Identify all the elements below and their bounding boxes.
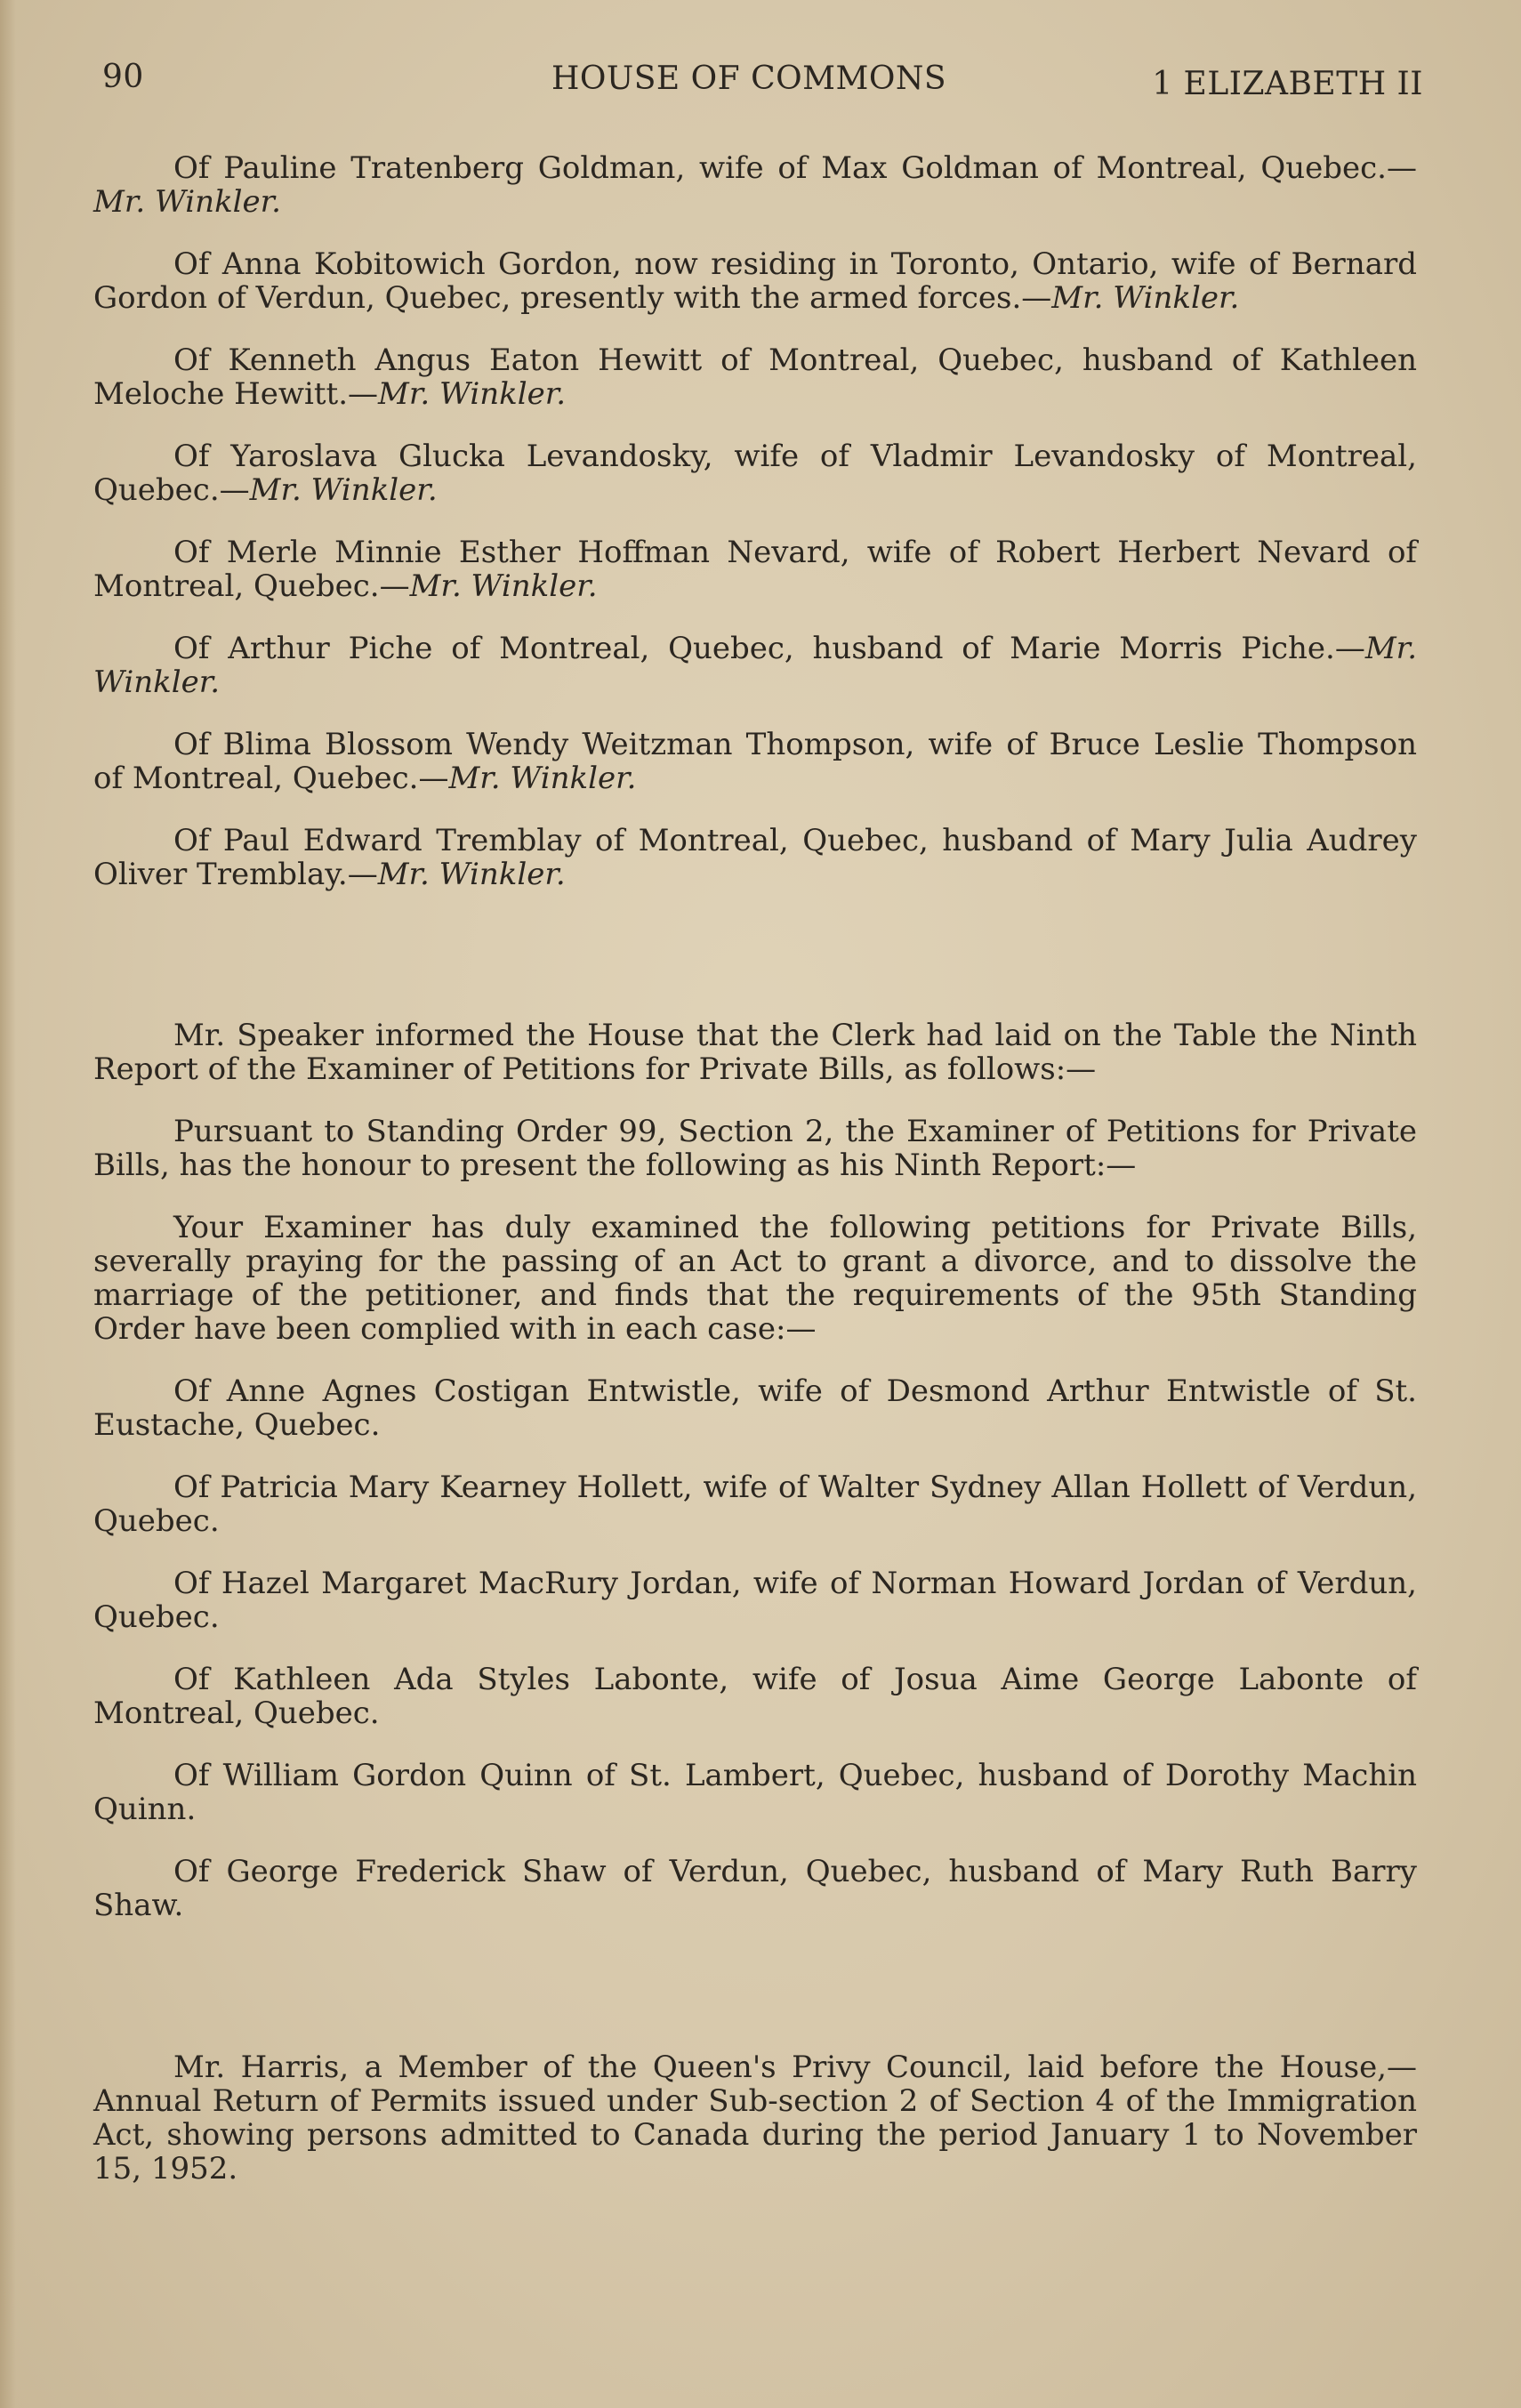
sponsor-name: Mr. Winkler. bbox=[409, 568, 598, 604]
report-petition-paragraph: Of George Frederick Shaw of Verdun, Quebec, husband of Mary Ruth Barry Shaw. bbox=[93, 1854, 1417, 1923]
sponsor-name: Mr. Winkler. bbox=[93, 631, 1417, 700]
privy-council-return bbox=[93, 2050, 1417, 2186]
sponsor-name: Mr. Winkler. bbox=[378, 376, 567, 412]
running-title: HOUSE OF COMMONS bbox=[551, 60, 947, 97]
report-examination-paragraph: Your Examiner has duly examined the following petitions for Private Bills, severally praying for the passing of an Act to grant a divorce, and to dissolve the marriage of the petitioner, and finds that the requirements of the 95th Standing Order have been complied with in each case:— bbox=[93, 1210, 1417, 1347]
petition-paragraph: Of Merle Minnie Esther Hoffman Nevard, wife of Robert Herbert Nevard of Montreal, Quebec.—Mr. Winkler. bbox=[93, 535, 1417, 604]
report-petition-paragraph: Of Hazel Margaret MacRury Jordan, wife of Norman Howard Jordan of Verdun, Quebec. bbox=[93, 1566, 1417, 1635]
report-petition-paragraph: Of Kathleen Ada Styles Labonte, wife of Josua Aime George Labonte of Montreal, Quebec. bbox=[93, 1662, 1417, 1731]
report-standing-order-paragraph: Pursuant to Standing Order 99, Section 2, the Examiner of Petitions for Private Bills, has the honour to present the following as his Ninth Report:— bbox=[93, 1114, 1417, 1183]
petition-paragraph: Of Pauline Tratenberg Goldman, wife of Max Goldman of Montreal, Quebec.—Mr. Winkler. bbox=[93, 150, 1417, 220]
petition-paragraph: Of Anna Kobitowich Gordon, now residing in Toronto, Ontario, wife of Bernard Gordon of Verdun, Quebec, presently with the armed forces.—Mr. Winkler. bbox=[93, 246, 1417, 316]
petition-paragraph: Of Blima Blossom Wendy Weitzman Thompson, wife of Bruce Leslie Thompson of Montreal, Quebec.—Mr. Winkler. bbox=[93, 727, 1417, 796]
page-header bbox=[102, 59, 1423, 112]
petition-paragraph: Of Kenneth Angus Eaton Hewitt of Montreal, Quebec, husband of Kathleen Meloche Hewitt.—Mr. Winkler. bbox=[93, 342, 1417, 412]
petitions-list-first bbox=[93, 151, 1417, 891]
report-petition-paragraph: Of Patricia Mary Kearney Hollett, wife of Walter Sydney Allan Hollett of Verdun, Quebec. bbox=[93, 1470, 1417, 1539]
examiner-report bbox=[93, 1019, 1417, 1922]
page-number: 90 bbox=[102, 59, 144, 95]
sponsor-name: Mr. Winkler. bbox=[1051, 280, 1240, 316]
petition-paragraph: Of Yaroslava Glucka Levandosky, wife of Vladmir Levandosky of Montreal, Quebec.—Mr. Winkler. bbox=[93, 439, 1417, 508]
sponsor-name: Mr. Winkler. bbox=[448, 761, 637, 796]
petition-paragraph: Of Arthur Piche of Montreal, Quebec, husband of Marie Morris Piche.—Mr. Winkler. bbox=[93, 631, 1417, 700]
privy-council-paragraph: Mr. Harris, a Member of the Queen's Privy Council, laid before the House,—Annual Return of Permits issued under Sub-section 2 of Section 4 of the Immigration Act, showing persons admitted to Canada during the period January 1 to November 15, 1952. bbox=[93, 2050, 1417, 2187]
report-petition-paragraph: Of Anne Agnes Costigan Entwistle, wife of Desmond Arthur Entwistle of St. Eustache, Quebec. bbox=[93, 1373, 1417, 1443]
petition-paragraph: Of Paul Edward Tremblay of Montreal, Quebec, husband of Mary Julia Audrey Oliver Tremblay.—Mr. Winkler. bbox=[93, 823, 1417, 892]
report-petition-paragraph: Of William Gordon Quinn of St. Lambert, Quebec, husband of Dorothy Machin Quinn. bbox=[93, 1758, 1417, 1827]
report-intro-paragraph: Mr. Speaker informed the House that the Clerk had laid on the Table the Ninth Report of the Examiner of Petitions for Private Bills, as follows:— bbox=[93, 1018, 1417, 1087]
sponsor-name: Mr. Winkler. bbox=[93, 184, 281, 220]
session-label: 1 ELIZABETH II bbox=[1152, 66, 1423, 102]
sponsor-name: Mr. Winkler. bbox=[249, 472, 438, 508]
sponsor-name: Mr. Winkler. bbox=[377, 857, 566, 892]
